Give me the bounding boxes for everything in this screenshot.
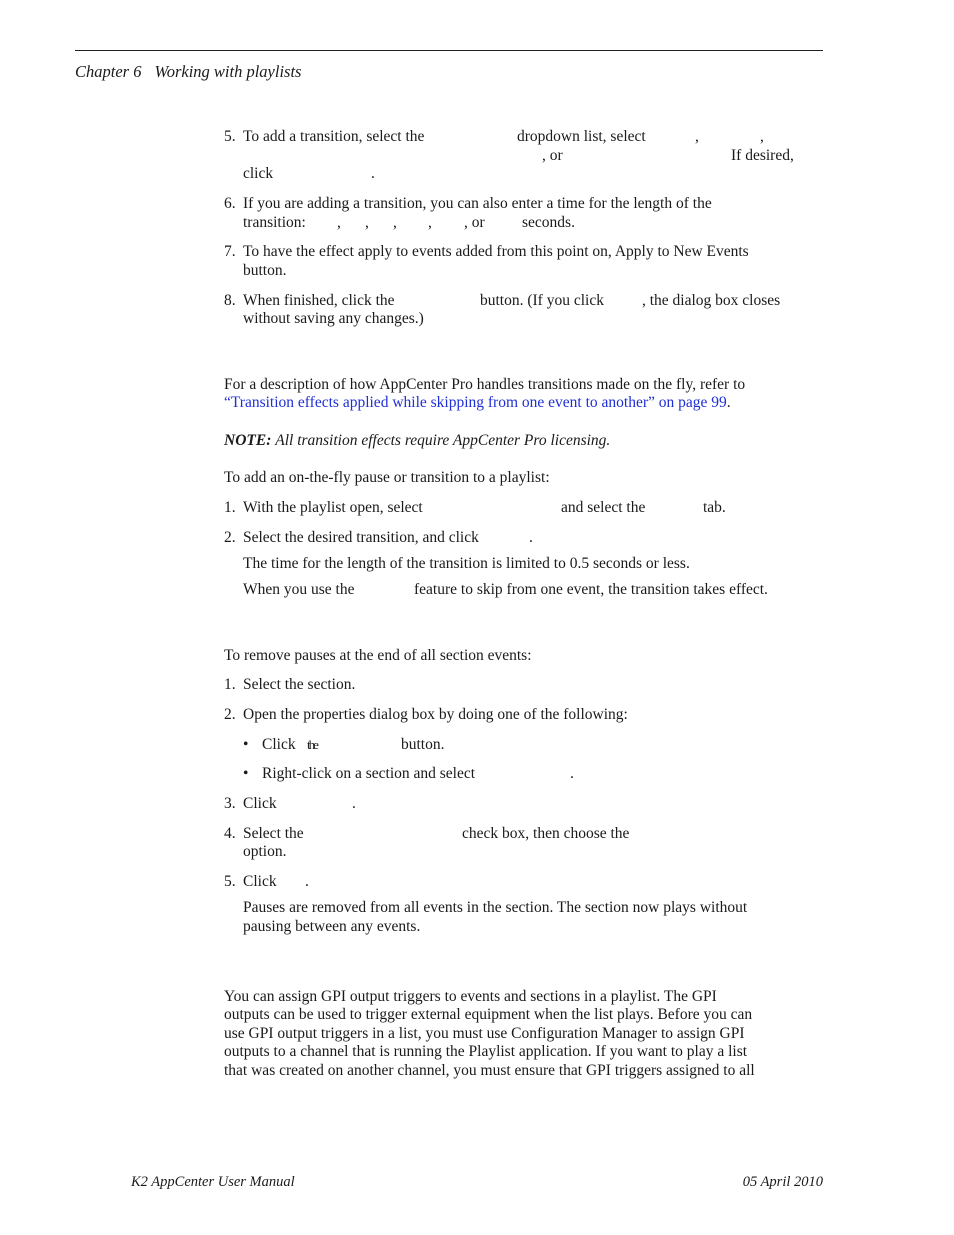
step-text: , the dialog box closes bbox=[642, 292, 781, 309]
step-text: , or bbox=[464, 214, 485, 231]
step-text: . bbox=[371, 165, 375, 182]
step-result: feature to skip from one event, the transition takes effect. bbox=[414, 581, 768, 598]
note-text: All transition effects require AppCenter Pro licensing. bbox=[275, 432, 611, 449]
step-text: tab. bbox=[703, 499, 726, 516]
step-text: dropdown list, select bbox=[517, 128, 646, 145]
step-text: When finished, click the bbox=[243, 292, 395, 309]
bullet-text: button. bbox=[401, 736, 445, 753]
step-number: 4. bbox=[224, 825, 236, 842]
step-text: With the playlist open, select bbox=[243, 499, 423, 516]
note bbox=[224, 432, 610, 450]
step-text: If you are adding a transition, you can also enter a time for the length of the bbox=[243, 195, 712, 212]
bullet-text: the bbox=[307, 737, 317, 752]
step-text: To add a transition, select the bbox=[243, 128, 425, 145]
step-text: Select the bbox=[243, 825, 304, 842]
step-number: 7. bbox=[224, 243, 236, 260]
step-text: , bbox=[695, 128, 699, 145]
step-text: , or bbox=[542, 147, 563, 164]
step-text: button. bbox=[243, 262, 287, 279]
body-paragraph: For a description of how AppCenter Pro handles transitions made on the fly, refer to bbox=[224, 376, 746, 393]
step-text: Select the desired transition, and click bbox=[243, 529, 479, 546]
step-number: 6. bbox=[224, 195, 236, 212]
step-text: To have the effect apply to events added from this point on, Apply to New Events bbox=[243, 243, 749, 260]
bullet-symbol: • bbox=[243, 765, 249, 782]
header-rule bbox=[75, 50, 823, 51]
step-number: 1. bbox=[224, 499, 236, 516]
step-number: 2. bbox=[224, 529, 236, 546]
gpi-paragraph-line: outputs to a channel that is running the Playlist application. If you want to play a list bbox=[224, 1043, 748, 1060]
footer-date: 05 April 2010 bbox=[742, 1174, 823, 1190]
step-text: and select the bbox=[561, 499, 646, 516]
step-result: pausing between any events. bbox=[243, 918, 421, 935]
step-number: 2. bbox=[224, 706, 236, 723]
step-number: 8. bbox=[224, 292, 236, 309]
step-text: click bbox=[243, 165, 274, 182]
step-result: Pauses are removed from all events in the section. The section now plays without bbox=[243, 899, 748, 916]
chapter-title: Working with playlists bbox=[154, 62, 302, 81]
footer-manual-title: K2 AppCenter User Manual bbox=[131, 1174, 295, 1190]
procedure-intro: To add an on-the-fly pause or transition to a playlist: bbox=[224, 469, 550, 486]
step-text: Open the properties dialog box by doing one of the following: bbox=[243, 706, 628, 723]
step-number: 3. bbox=[224, 795, 236, 812]
step-result: The time for the length of the transition is limited to 0.5 seconds or less. bbox=[243, 555, 690, 572]
step-text: Select the section. bbox=[243, 676, 356, 693]
step-number: 5. bbox=[224, 873, 236, 890]
step-text: button. (If you click bbox=[480, 292, 604, 309]
bullet-text: Right-click on a section and select bbox=[262, 765, 476, 782]
chapter-header bbox=[75, 63, 301, 81]
step-number: 5. bbox=[224, 128, 236, 145]
bullet-symbol: • bbox=[243, 736, 249, 753]
cross-reference-period: . bbox=[726, 394, 731, 411]
step-text: . bbox=[352, 795, 356, 812]
procedure-intro: To remove pauses at the end of all section events: bbox=[224, 647, 532, 664]
step-text: transition: bbox=[243, 214, 306, 231]
step-text: seconds. bbox=[522, 214, 575, 231]
step-text: If desired, bbox=[731, 147, 794, 164]
step-text: , bbox=[428, 214, 432, 231]
bullet-text: . bbox=[570, 765, 574, 782]
step-number: 1. bbox=[224, 676, 236, 693]
step-text: without saving any changes.) bbox=[243, 310, 424, 327]
step-text: , bbox=[337, 214, 341, 231]
step-text: check box, then choose the bbox=[462, 825, 630, 842]
gpi-paragraph-line: You can assign GPI output triggers to events and sections in a playlist. The GPI bbox=[224, 988, 717, 1005]
step-text: Click bbox=[243, 795, 277, 812]
gpi-paragraph-line: that was created on another channel, you must ensure that GPI triggers assigned to all bbox=[224, 1062, 755, 1079]
step-text: , bbox=[393, 214, 397, 231]
cross-reference-link[interactable]: “Transition effects applied while skipping from one event to another” on page 99 bbox=[224, 394, 727, 411]
step-result: When you use the bbox=[243, 581, 355, 598]
step-text: , bbox=[760, 128, 764, 145]
note-label: NOTE: bbox=[224, 432, 272, 449]
gpi-paragraph-line: use GPI output triggers in a list, you must use Configuration Manager to assign GPI bbox=[224, 1025, 745, 1042]
bullet-text: Click bbox=[262, 736, 296, 753]
step-text: Click bbox=[243, 873, 277, 890]
chapter-number: Chapter 6 bbox=[75, 62, 142, 81]
step-text: . bbox=[529, 529, 533, 546]
step-text: . bbox=[305, 873, 309, 890]
step-text: option. bbox=[243, 843, 287, 860]
gpi-paragraph-line: outputs can be used to trigger external equipment when the list plays. Before you can bbox=[224, 1006, 753, 1023]
cross-reference bbox=[224, 394, 731, 412]
step-text: , bbox=[365, 214, 369, 231]
